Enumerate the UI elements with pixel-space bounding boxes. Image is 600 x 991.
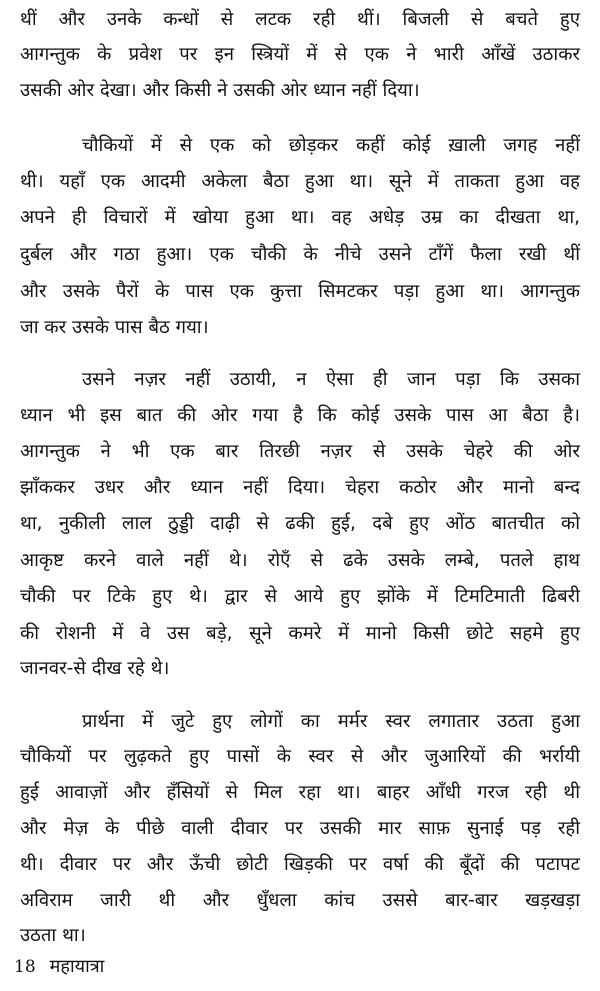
text-line: आगन्तुक के प्रवेश पर इन स्त्रियों में से एक ने भारी आँखें उठाकर bbox=[20, 44, 580, 65]
text-line: चौकियों पर लुढ़कते हुए पासों के स्वर से और जुआरियों की भर्रायी bbox=[20, 746, 580, 767]
text-line: अविराम जारी थी और धुँधला कांच उससे बार-बार खड़खड़ा bbox=[20, 890, 580, 911]
text-line: उठता था। bbox=[20, 925, 86, 946]
text-line: अपने ही विचारों में खोया हुआ था। वह अधेड़ उम्र का दीखता था, bbox=[20, 207, 580, 228]
text-line: आकृष्ट करने वाले नहीं थे। रोएँ से ढके उसके लम्बे, पतले हाथ bbox=[20, 550, 580, 571]
text-line: ध्यान भी इस बात की ओर गया है कि कोई उसके पास आ बैठा है। bbox=[20, 405, 580, 426]
text-line: जानवर-से दीख रहे थे। bbox=[20, 658, 170, 679]
text-line: की रोशनी में वे उस बड़े, सूने कमरे में मानो किसी छोटे सहमे हुए bbox=[20, 623, 580, 644]
text-line: झाँककर उधर और ध्यान नहीं दिया। चेहरा कठोर और मानो बन्द bbox=[20, 477, 580, 498]
page-footer bbox=[14, 955, 104, 979]
text-line: थी। यहाँ एक आदमी अकेला बैठा हुआ था। सूने में ताकता हुआ वह bbox=[20, 171, 580, 192]
text-line: चौकी पर टिके हुए थे। द्वार से आये हुए झोंके में टिमटिमाती ढिबरी bbox=[20, 586, 580, 607]
text-line: चौकियों में से एक को छोड़कर कहीं कोई ख़ाली जगह नहीं bbox=[82, 135, 580, 156]
text-line: और उसके पैरों के पास एक कुत्ता सिमटकर पड़ा हुआ था। आगन्तुक bbox=[20, 281, 580, 302]
text-line: थीं और उनके कन्धों से लटक रही थीं। बिजली से बचते हुए bbox=[20, 9, 580, 30]
book-title: महायात्रा bbox=[49, 956, 105, 977]
text-line: था, नुकीली लाल ठुड्डी दाढ़ी से ढकी हुई, दबे हुए ओंठ बातचीत को bbox=[20, 513, 580, 534]
text-line: प्रार्थना में जुटे हुए लोगों का मर्मर स्वर लगातार उठता हुआ bbox=[82, 711, 580, 732]
text-line: दुर्बल और गठा हुआ। एक चौकी के नीचे उसने टाँगें फैला रखी थीं bbox=[20, 244, 580, 265]
text-line: उसकी ओर देखा। और किसी ने उसकी ओर ध्यान नहीं दिया। bbox=[20, 80, 420, 101]
text-line: उसने नज़र नहीं उठायी, न ऐसा ही जान पड़ा कि उसका bbox=[82, 369, 580, 390]
page-number: 18 bbox=[14, 957, 36, 977]
text-line: और मेज़ के पीछे वाली दीवार पर उसकी मार साफ़ सुनाई पड़ रही bbox=[20, 818, 580, 839]
text-line: हुई आवाज़ों और हँसियों से मिल रहा था। बाहर आँधी गरज रही थी bbox=[20, 782, 580, 803]
text-line: थी। दीवार पर और ऊँची छोटी खिड़की पर वर्षा की बूँदों की पटापट bbox=[20, 854, 580, 875]
text-line: जा कर उसके पास बैठ गया। bbox=[20, 317, 209, 338]
text-line: आगन्तुक ने भी एक बार तिरछी नज़र से उसके चेहरे की ओर bbox=[20, 441, 580, 462]
